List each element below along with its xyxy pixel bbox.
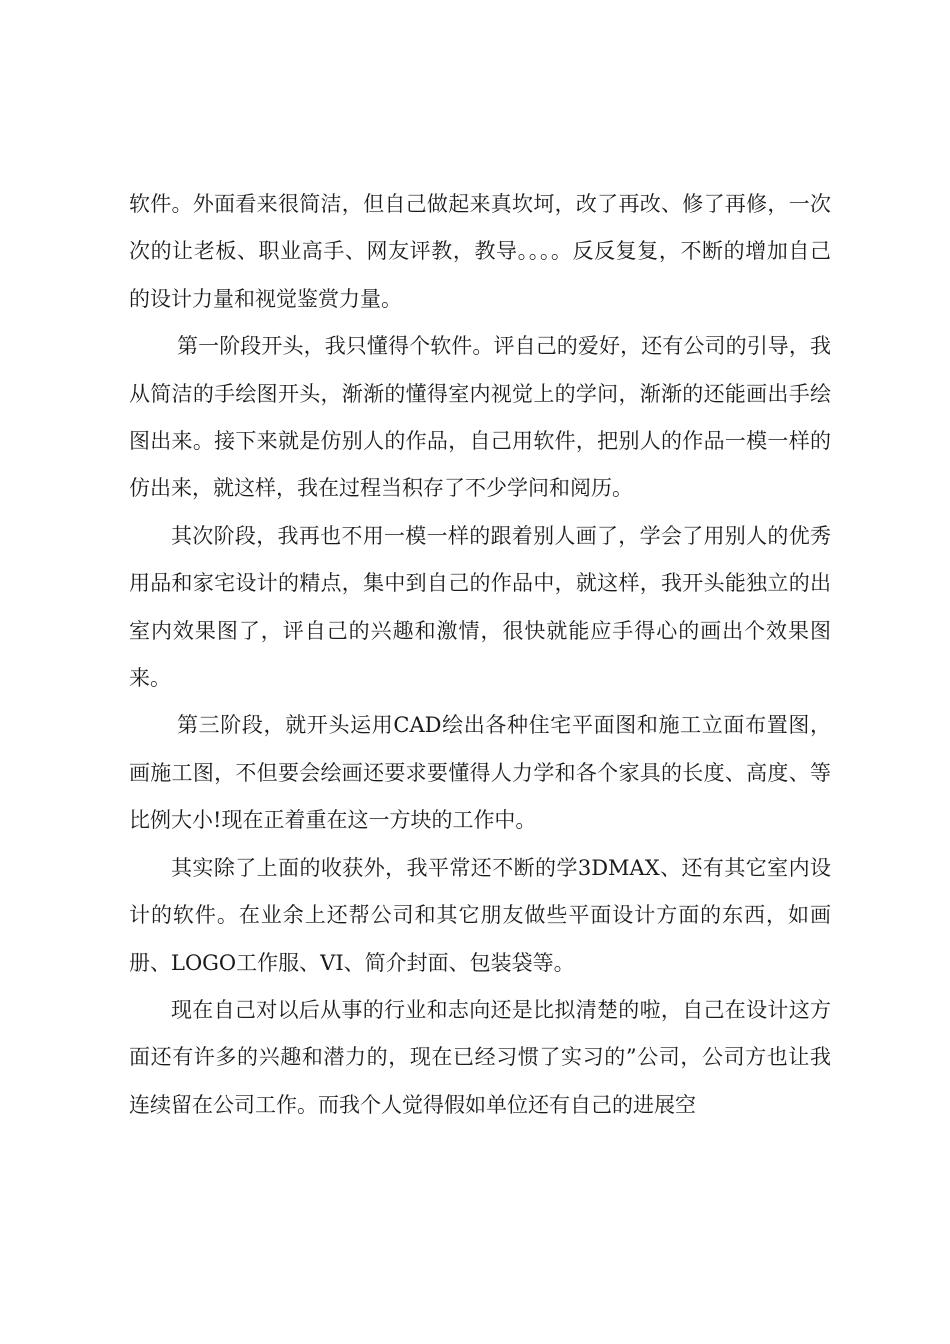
document-body [129,181,831,1129]
paragraph-4: 第三阶段，就开头运用CAD绘出各种住宅平面图和施工立面布置图，画施工图，不但要会绘画还要求要懂得人力学和各个家具的长度、高度、等比例大小!现在正着重在这一方块的工作中。 [129,713,831,833]
paragraph-1: 软件。外面看来很简洁，但自己做起来真坎坷，改了再改、修了再修，一次次的让老板、职业高手、网友评教，教导。。。。反反复复，不断的增加自己的设计力量和视觉鉴赏力量。 [129,192,831,311]
paragraph-5: 其实除了上面的收获外，我平常还不断的学3DMAX、还有其它室内设计的软件。在业余上还帮公司和其它朋友做些平面设计方面的东西，如画册、LOGO工作服、VI、简介封面、包装袋等。 [129,855,831,975]
paragraph-6: 现在自己对以后从事的行业和志向还是比拟清楚的啦，自己在设计这方面还有许多的兴趣和潜力的，现在已经习惯了实习的”公司，公司方也让我连续留在公司工作。而我个人觉得假如单位还有自己的进展空 [129,997,831,1117]
paragraph-2: 第一阶段开头，我只懂得个软件。评自己的爱好，还有公司的引导，我从简洁的手绘图开头，渐渐的懂得室内视觉上的学问，渐渐的还能画出手绘图出来。接下来就是仿别人的作品，自己用软件，把别人的作品一模一样的仿出来，就这样，我在过程当积存了不少学问和阅历。 [129,334,831,501]
paragraph-3: 其次阶段，我再也不用一模一样的跟着别人画了，学会了用别人的优秀用品和家宅设计的精点，集中到自己的作品中，就这样，我开头能独立的出室内效果图了，评自己的兴趣和激情，很快就能应手得心的画出个效果图来。 [129,523,831,691]
